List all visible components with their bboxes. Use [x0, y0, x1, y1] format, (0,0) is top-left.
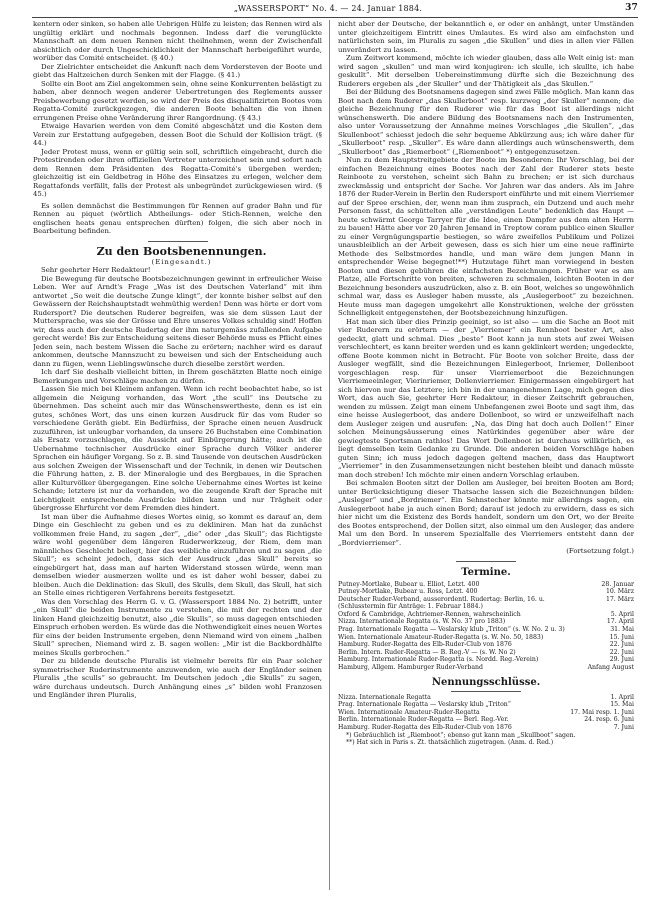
section-divider: [148, 241, 208, 242]
page-number: 37: [625, 3, 638, 13]
schedule-date: 29. Juni: [609, 656, 634, 664]
nennung-list: [338, 694, 634, 732]
schedule-event: Berlin. Internationale Ruder-Regatta — Berl. Reg.-Ver.: [338, 716, 509, 724]
schedule-date: 22. Juni: [609, 648, 634, 656]
paragraph: Nun zu dem Hauptstreitgebiete der Boote im Besonderen: Ihr Vorschlag, bei der einfachen Bezeichnung eines Bootes nach der Zahl der Ruderer stets beste Reinboote zu verstehen, scheint sich Bahn zu brechen; er ist sich durchaus zweckmässig und entspricht der Sache. Vor Jahren war das anders. Als im Jahre 1876 der Ruder-Verein in Berlin den Rudersport einführte und mit einem Vierriemer auf der Spree erschien, der, wenn man ihm zusprach, ein Dutzend und auch mehr Personen fasst, da schüttelten alle „verständigen Leute“ bedenklich das Haupt — heute schwärmt George Tarryer für die Idee, einen Dampfer aus dem alten Herrn zu bauen! Hätte aber vor 20 Jahren Jemand in Treptow coram publico einen Skuller zu einer Vergnügungspartie bestiegen, so wäre zweifellos Publikum und Polizei unausbleiblich an der Arbeit gewesen, dass es sich hier um eine neue raffinirte Methode des Selbstmordes handle, und man wäre dem jungen Mann in entsprechender Weise begegnet!**) Hutzutage führt man vorwiegend in besten Booten und diesen gebühren die einfachsten Bezeichnungen. Früher war es am Platze, alle Fortschritte von breiten, schweren zu schmalen, leichten Booten in der Bezeichnung besonders auszudrücken, also z. B. ein Boot, welches so ungewöhnlich schmal war, dass es Ausleger haben musste, als „Auslegerboot“ zu bezeichnen. Heute muss man dagegen umgekehrt alle Konstruktionen, welche der grössten Schnelligkeit entgegenstehen, der Bootsbezeichnung hinzufügen.: [338, 156, 634, 317]
schedule-event: Hamburg. Internationale Ruder-Regatta (s. Nordd. Reg.-Verein): [338, 656, 539, 664]
schedule-event: Deutscher Ruder-Verband, ausserordentl. Rudertag: Berlin, 16. u.: [338, 595, 545, 603]
schedule-date: 5. April: [610, 610, 634, 618]
nennung-heading: Nennungsschlüsse.: [431, 676, 541, 688]
article-title: Zu den Bootsbenennungen.: [96, 244, 267, 258]
schedule-row: [338, 618, 634, 626]
schedule-event: Prag. Internationale Regatta — Veslarsky klub „Triton“: [338, 701, 511, 709]
schedule-event: Prag. Internationale Regatta — Veslarsky klub „Triton“ (s. W. No. 2 u. 3): [338, 626, 565, 634]
schedule-date: 24. resp. 6. Juni: [584, 716, 634, 724]
paragraph: Etwaige Havarien werden von dem Comité abgeschätzt und die Kosten dem Verein zur Erstattung aufgegeben, dessen Boot die Schuld der Kollision trägt. (§ 44.): [33, 122, 322, 147]
paragraph: Bei schmalen Booten sitzt der Dollen am Ausleger, bei breiten Booten am Bord; unter Berücksichtigung dieser Thatsache lassen sich die Bezeichnungen bilden: „Ausleger“ und „Bordriemer“. Ein Sehnstecher könnte mir allerdings sagen, ein Auslegerboot habe ja auch einen Bord; darauf ist jedoch zu erwidern, dass es sich hier nicht um die Existenz des Bords handelt, sondern um den Ort, wo der Breite des Bootes entsprechend, der Dollen sitzt, also einmal um den Ausleger, das andere Mal um den Bord. In unserem Spezialfalle des Vierriemers entsteht dann der „Bordvierriemer“.: [338, 479, 634, 547]
paragraph: Es sollen demnächst die Bestimmungen für Rennen auf grader Bahn und für Rennen au piquet (wörtlich Abtheilungs- oder Stich-Rennen, welche den englischen heats genau entsprechen dürften) folgen, die sich aber noch in Bearbeitung befinden.: [33, 201, 322, 235]
schedule-row: [338, 634, 634, 642]
schedule-row: [338, 641, 634, 649]
right-column: [338, 20, 634, 894]
column-divider: [329, 20, 330, 890]
schedule-date: 28. Januar: [601, 580, 634, 588]
schedule-row: [338, 611, 634, 619]
paragraph: kentern oder sinken, so haben alle Uebrigen Hülfe zu leisten; das Rennen wird als ungültig erklärt und nochmals begonnen. Indess darf die verunglückte Mannschaft an dem neuen Rennen nicht theilnehmen, wenn der Zwischenfall absichtlich oder durch Ungeschicklichkeit der Mannschaft herbeigeführt wurde, worüber das Comité entscheidet. (§ 40.): [33, 20, 322, 62]
heading-underline: [451, 691, 521, 692]
schedule-row: [338, 596, 634, 604]
schedule-row: [338, 626, 634, 634]
footnote: *) Gebräuchlich ist „Riemboot“; ebenso gut kann man „Skullboot“ sagen.: [346, 731, 576, 739]
paragraph: Hat man sich über dies Prinzip geeinigt, so ist also — um die Sache an Boot mit vier Ruderern zu erörtern — der „Vierriemer“ ein Rennboot bester Art, also gedeckt, glatt und schmal. Dies „beste“ Boot kann ja nun stets auf zwei Weisen verschlechtert, es kann breiter werden und es kann geklinkert werden; ungedeckte, offene Boote kommen nicht in Betracht. Für Boote von solcher Breite, dass der Ausleger wegfällt, sind die Bezeichnungen Einlegerboot, Inriemer, Dollenboot vorgeschlagen resp. für unser Vierriemerboot die Bezeichnungen Vierriemeeinleger, Vierinriemer, Dollenvierriemer. Einigermassen eingebürgert hat sich hiervon nur das Letztere; ich bin in der unangenehmen Lage, mich gegen dies Wort, das auch Sie, geehrter Herr Redakteur, in dieser Zeitschrift gebrauchen, wenden zu müssen. Zeigt man einem Unbefangenen zwei Boote und sagt ihm, das eine heisse Auslegerboot, das andere Dollenboot, so wird er unzweifelhaft nach dem Ausleger zeigen und ausrufen: „Na, das Ding hat doch auch Dollen!“ Einer solchen Meinungsäusserung eines Natürkindes gegenüber aber wäre der gewiegteste Sportsman rathlos! Das Wort Dollenboot ist durchaus willkürlich, es liegt demselben kein Gedanke zu Grunde. Die anderen beiden Vorschläge haben guten Sinn; ich muss jedoch dagegen geltend machen, dass das Hauptwort „Vierriemer“ in den Zusammensetzungen nicht bestehen bleibt und danach müsste man doch streben! Ich möchte mir einen andern Vorschlag erlauben.: [338, 317, 634, 479]
schedule-row: [338, 701, 634, 709]
schedule-row: [338, 588, 634, 596]
schedule-event: Berlin. Intern. Ruder-Regatta — B. Reg.-V — (s. W. No 2): [338, 648, 516, 656]
schedule-event: Wien. Internationale Amateur-Ruder-Regatta: [338, 708, 480, 716]
paragraph: Ich darf Sie deshalb vielleicht bitten, in Ihrem geschätzten Blatte noch einige Bemerkungen und Vorschläge machen zu dürfen.: [33, 368, 322, 385]
paragraph: Lassen Sie mich bei Kleinem anfangen. Wenn ich recht beobachtet habe, so ist allgemein die Neigung vorhanden, das Wort „the scull“ ins Deutsche zu übernehmen. Das scheint auch mir das Wünschenswertheste, denn es ist ein gutes, schönes Wort, das uns einen kurzen Ausdruck für das vom Ruder so verschiedene Geräth giebt. Ein Bedürfniss, der Sprache einen neuen Ausdruck zuzuführen, ist unleugbar vorhanden, da unsere 26 Buchstaben eine Combination als Ersatz vorzuschlagen, die Aussicht auf Einbürgerung hätte; auch ist die Uebernahme technischer Ausdrücke einer Sprache durch Völker anderer Sprachen ein häufiger Vorgang. So z. B. sind Tausende von deutschen Ausdrücken aus solchen Zweigen der Wissenschaft und der Technik, in denen wir Deutschen die Führung hatten, z. B. der Mineralogie und des Bergbaues, in die Sprachen aller Kulturvölker übergegangen. Eine solche Uebernahme eines Wortes ist keine Schande; letztere ist nur da vorhanden, wo die zeugende Kraft der Sprache mit Leichtigkeit entsprechende Ausdrücke bilden kann und nur Trägheit oder übergrosse Ehrfurcht vor dem Fremden dies hindert.: [33, 385, 322, 512]
schedule-row: [338, 694, 634, 702]
schedule-date: 15. Mai: [610, 701, 634, 709]
page-header: [18, 4, 638, 16]
schedule-event: Nizza. Internationale Regatta: [338, 693, 431, 701]
schedule-row: [338, 709, 634, 717]
schedule-event: Putney-Mortlake, Bubear u. Elliot, Letzt. 400: [338, 580, 480, 588]
paragraph: Der zu bildende deutsche Pluralis ist vielmehr bereits für ein Paar solcher symmetrischer Ruderinstrumente anzuwenden, wie auch der Engländer seinen Pluralis „the sculls“ so gebraucht. Im Deutschen jedoch „die Skulls“ zu sagen, wäre durchaus undeutsch. Durch Anhängung eines „s“ bilden wohl Franzosen und Engländer ihren Pluralis,: [33, 657, 322, 699]
schedule-date: 22. Juni: [609, 641, 634, 649]
schedule-event: Wien. Internationale Amateur-Ruder-Regatta (s. W. No. 50, 1883): [338, 633, 544, 641]
paragraph: Bei der Bildung des Bootsnamens dagegen sind zwei Fälle möglich. Man kann das Boot nach dem Ruderer „das Skullerboot“ resp. kurzweg „der Skuller“ nennen; die gleiche Bezeichnung für den Ruderer wie für das Boot ist allerdings nicht wünschenswerth. Die andere Bildung des Bootsnamens nach den Instrumenten, also unter Voraussetzung der Annahme meines Vorschlages „die Skullen“, „das Skullenboot“ schiesst jedoch die sehr bequeme Abkürzung aus; ich wäre daher für „Skullerboot“ resp. „Skuller“. Es wäre dann allerdings auch wünschenswerth, dem „Skullerboot“ das „Riemerboot“ („Riemenboot“ *) entgegenzusetzen.: [338, 88, 634, 156]
paragraph: Ist man über die Aufnahme dieses Wortes einig, so kommt es darauf an, dem Dinge ein Geschlecht zu geben und es zu dekliniren. Man hat da zunächst vollkommen freie Hand, zu sagen „der“, „die“ oder „das Skull“; das Richtigste wäre wohl gegenüber dem längeren Ruderwerkzeug, der Riem, dem man männliches Geschlecht beilegt, hier das weibliche einzuführen und zu sagen „die Skull“; es scheint jedoch, dass sich der Ausdruck „das Skull“ bereits so eingebürgert hat, dass man auf harten Widerstand stossen würde, wenn man demselben wieder ausmerzen wollte und es ist daher wohl besser, dabei zu bleiben. Auch die Deklination: das Skull, des Skulls, dem Skull, das Skull, hat sich an Stelle eines richtigeren Verfahrens bereits festgesetzt.: [33, 512, 322, 597]
schedule-date: 17. März: [605, 595, 634, 603]
schedule-date: 17. April: [606, 618, 634, 626]
paragraph: nicht aber der Deutsche, der bekanntlich e, er oder en anhängt, unter Umständen unter gleichzeitigem Eintritt eines Umlautes. Es wird also am einfachsten und natürlichsten sein, im Pluralis zu sagen „die Skullen“ und dies in allen vier Fällen unverändert zu lassen.: [338, 20, 634, 54]
schedule-date: 10. März: [605, 588, 634, 596]
schedule-event: Oxford & Cambridge, Achtriemer-Rennen, wahrscheinlich: [338, 610, 521, 618]
schedule-event: Putney-Mortlake, Bubear u. Ross, Letzt. 400: [338, 588, 478, 596]
schedule-date: 1. April: [610, 693, 634, 701]
schedule-row: [338, 724, 634, 732]
paragraph: Was den Vorschlag des Herrn G. v. G. (Wassersport 1884 No. 2) betrifft, unter „ein Skull“ die beiden Instrumente zu verstehen, die mit der rechten und der linken Hand gleichzeitig benutzt, also „die Skulls“, so muss dagegen entschieden Einspruch erhoben werden. Es würde das die Nothwendigkeit eines neuen Wortes für eins der beiden Instrumente ergeben, denn Niemand wird von einem „halben Skull“ sprechen, Niemand wird z. B. sagen wollen: „Mir ist die Backbordhälfte meines Skulls gerbrochen.“: [33, 597, 322, 657]
continuation-note: (Fortsetzung folgt.): [566, 547, 634, 555]
schedule-row: [338, 664, 634, 672]
schedule-date: 31. Mai: [610, 626, 634, 634]
schedule-row: [338, 581, 634, 589]
schedule-event: Hamburg. Ruder-Regatta des Elb-Ruder-Club von 1876: [338, 724, 512, 731]
schedule-row: [338, 603, 634, 611]
article-subtitle: (Eingesandt.): [151, 257, 212, 266]
schedule-event: Hamburg, Allgem. Hamburger Ruder-Verband: [338, 664, 483, 672]
running-head: „WASSERSPORT“ No. 4. — 24. Januar 1884.: [233, 4, 423, 13]
schedule-event: Nizza. Internationale Regatta (s. W. No. 37 pro 1883): [338, 618, 506, 626]
schedule-row: [338, 649, 634, 657]
schedule-event: Hamburg. Ruder-Regatta des Elb-Ruder-Club von 1876: [338, 641, 512, 649]
left-column: [33, 20, 322, 894]
schedule-row: [338, 716, 634, 724]
header-rule: [32, 17, 638, 18]
termine-heading: Termine.: [461, 566, 511, 578]
salutation: Sehr geehrter Herr Redakteur!: [41, 266, 151, 274]
paragraph: Zum Zeitwort kommend, möchte ich wieder glauben, dass alle Welt einig ist: man wird sagen „skullen“ und man wird konjugiren: ich skulle, ich skullte, ich habe geskullt“. Mit derselben Uebereinstimmung dürfte sich die Bezeichnung des Ruderers ergeben als „der Skuller“ und der Thätigkeit als „das Skullen.“: [338, 54, 634, 88]
termine-list: [338, 581, 634, 672]
schedule-date: 17. Mai resp. 1. Juni: [570, 708, 634, 716]
paragraph: Sollte ein Boot am Ziel angekommen sein, ohne seine Konkurrenten belästigt zu haben, aber dennoch wegen anderer Uebertretungen des Reglements ausser Preisbewerbung gesetzt werden, so wird der Preis des disqualifizirten Bootes vom Regatta-Comité zurückgezogen, die anderen Boote behalten die von ihnen errungenen Preise ohne Veränderung ihrer Rangordnung. (§ 43.): [33, 79, 322, 122]
section-divider: [456, 561, 516, 562]
paragraph: Der Zielrichter entscheidet die Ankunft nach dem Vordersteven der Boote und giebt das Haltzeichen durch Senken mit der Flagge. (§ 41.): [33, 62, 322, 79]
schedule-event: (Schlusstermin für Anträge: 1. Februar 1884.): [338, 603, 483, 611]
schedule-row: [338, 656, 634, 664]
paragraph: Jeder Protest muss, wenn er gültig sein soll, schriftlich eingebracht, durch die Protestirenden oder ihren offiziellen Vertreter unterzeichnet sein und sofort nach dem Rennen dem Präsidenten des Regatta-Comité's übergeben werden; gleichzeitig ist ein Geldbetrag in Höhe des Einsatzes zu erlegen, welcher dem Regattafonds verfällt, falls der Protest als unbegründet zurückgewiesen wird. (§ 45.): [33, 147, 322, 198]
paragraph: Die Bewegung für deutsche Bootsbezeichnungen gewinnt in erfreulicher Weise Leben. Wer auf Arndt's Frage „Was ist des Deutschen Vaterland“ mit ihm antwortet „So weit die deutsche Zunge klingt“, der konnte bisher selbst auf den Gewässern der Reichshauptstadt wehmüthig werden! Denn was hörte er dort vom Rudersport? Die deutschen Ruderer begreifen, was sie dem süssen Laut der Muttersprache, was sie der Grösse und Ehre unseres Volkes schuldig sind! Hoffen wir, dass auch der deutsche Rudertag der ihm naturgemäss zufallenden Aufgabe gerecht werde! Bis zur Entscheidung seitens dieser Behörde muss es Pflicht eines Jeden sein, nach bestem Wissen die Sache zu erörtern; nachher wird es darauf ankommen, deutsche Mannszucht zu beweisen und sich der Entscheidung auch dann zu fügen, wenn Lieblingswünsche durch dieselbe zerstört werden.: [33, 274, 322, 368]
schedule-date: 15. Juni: [609, 633, 634, 641]
schedule-date: Anfang August: [587, 664, 634, 672]
schedule-date: 7. Juni: [613, 724, 634, 731]
footnote: **) Hat sich in Paris s. Zt. thatsächlich zugetragen. (Anm. d. Red.): [346, 739, 554, 746]
